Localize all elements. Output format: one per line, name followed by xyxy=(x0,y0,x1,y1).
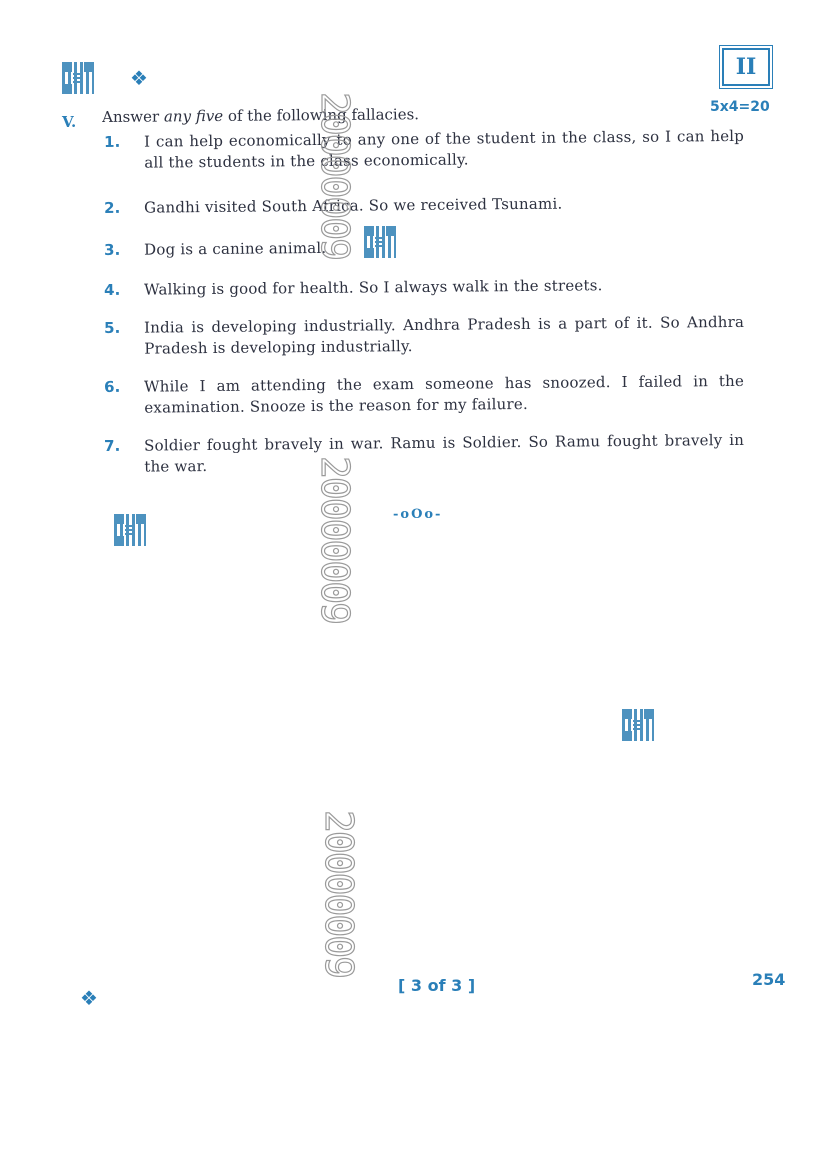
list-item xyxy=(104,274,744,301)
qr-code-icon xyxy=(114,514,146,546)
list-item xyxy=(104,312,744,360)
paper-code-box xyxy=(722,48,770,86)
diamond-ornament-icon: ❖ xyxy=(130,66,148,90)
item-text: Dog is a canine animal. xyxy=(144,238,327,259)
item-text: India is developing industrially. Andhra Pradesh is a part of it. So Andhra Pradesh is developing industrially. xyxy=(144,312,745,358)
serial-stamp: 20000009 xyxy=(313,92,357,260)
item-text: While I am attending the exam someone has snoozed. I failed in the examination. Snooze is the reason for my failure. xyxy=(144,371,745,417)
marks-allocation: 5x4=20 xyxy=(710,99,770,115)
list-item xyxy=(104,371,744,419)
serial-stamp: 20000009 xyxy=(313,456,357,624)
item-number: 2. xyxy=(104,198,121,217)
instruction-emphasis: any five xyxy=(163,106,224,126)
list-item xyxy=(104,430,744,478)
paper-code: II xyxy=(735,54,757,80)
question-instruction xyxy=(102,105,419,126)
item-number: 7. xyxy=(104,436,121,455)
diamond-ornament-icon: ❖ xyxy=(80,986,98,1010)
instruction-pre: Answer xyxy=(102,107,165,126)
item-text: Walking is good for health. So I always walk in the streets. xyxy=(144,276,603,299)
list-item xyxy=(104,126,744,174)
item-text: Soldier fought bravely in war. Ramu is Soldier. So Ramu fought bravely in the war. xyxy=(144,430,745,476)
item-number: 6. xyxy=(104,377,121,396)
item-number: 1. xyxy=(104,132,121,151)
page-indicator: [ 3 of 3 ] xyxy=(398,976,476,995)
question-number: V. xyxy=(62,113,77,131)
item-number: 5. xyxy=(104,318,121,337)
instruction-post: of the following fallacies. xyxy=(223,105,420,125)
item-number: 4. xyxy=(104,280,121,299)
qr-code-icon xyxy=(622,709,654,741)
paper-serial-code: 254 xyxy=(752,970,786,989)
item-text: I can help economically to any one of the student in the class, so I can help all the students in the class economically. xyxy=(144,126,745,172)
list-item xyxy=(104,192,744,219)
item-number: 3. xyxy=(104,240,121,259)
end-of-paper-mark: -oOo- xyxy=(393,507,443,522)
qr-code-icon xyxy=(62,62,94,94)
item-text: Gandhi visited South Africa. So we received Tsunami. xyxy=(144,194,563,217)
list-item xyxy=(104,234,744,261)
serial-stamp: 20000009 xyxy=(317,810,361,978)
